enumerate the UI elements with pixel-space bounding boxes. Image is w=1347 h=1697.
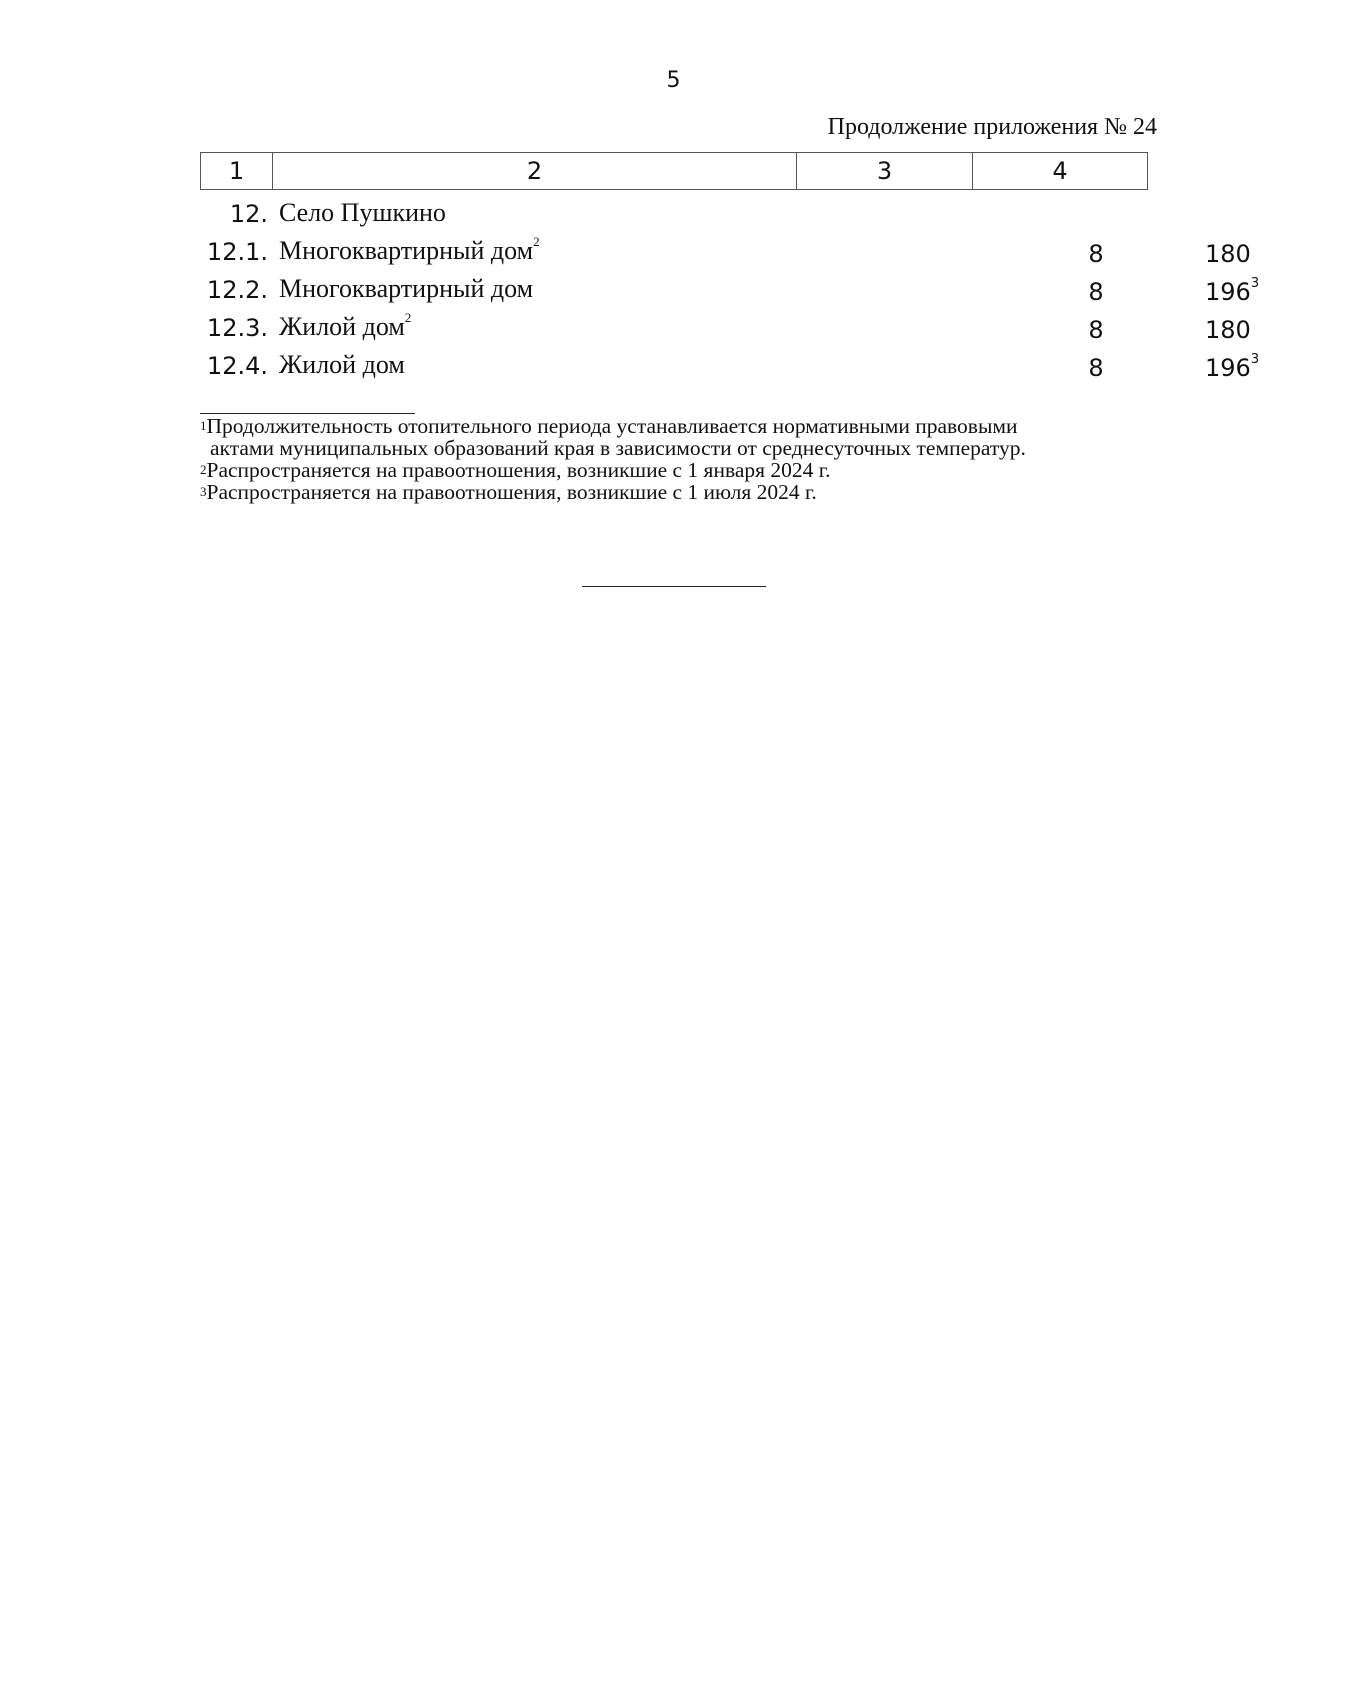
row-col3: 8 bbox=[1088, 240, 1104, 268]
row-col4: 180 bbox=[1205, 240, 1251, 268]
footnote-mark: 2 bbox=[533, 234, 540, 249]
table-row bbox=[200, 196, 1147, 234]
row-number: 12.2. bbox=[206, 276, 268, 304]
row-number: 12.1. bbox=[206, 238, 268, 266]
footnote-2: $^2$Распространяется на правоотношения, возникшие с 1 января 2024 г. bbox=[200, 458, 831, 482]
page-number: 5 bbox=[666, 68, 681, 93]
row-col3: 8 bbox=[1088, 278, 1104, 306]
table-row bbox=[200, 272, 1260, 310]
header-row bbox=[201, 153, 1148, 190]
row-name: Жилой дом$^2$ bbox=[279, 310, 412, 341]
footnote-3: $^3$Распространяется на правоотношения, возникшие с 1 июля 2024 г. bbox=[200, 480, 817, 504]
row-name: Многоквартирный дом bbox=[279, 274, 534, 303]
appendix-continuation-label: Продолжение приложения № 24 bbox=[827, 114, 1157, 140]
table-row bbox=[200, 348, 1260, 386]
footnote-mark: 2 bbox=[404, 310, 412, 325]
header-cell-4: 4 bbox=[973, 153, 1148, 190]
end-of-document-rule bbox=[582, 586, 766, 587]
row-number: 12.4. bbox=[206, 352, 268, 380]
footnote-mark: 3 bbox=[1250, 276, 1260, 291]
header-cell-3: 3 bbox=[797, 153, 973, 190]
table-row bbox=[200, 310, 1251, 348]
header-cell-2: 2 bbox=[273, 153, 797, 190]
row-col4: 180 bbox=[1205, 316, 1251, 344]
row-col3: 8 bbox=[1088, 354, 1104, 382]
footnote-1: $^1$Продолжительность отопительного периода устанавливается нормативными правовыми bbox=[200, 414, 1018, 438]
row-number: 12. bbox=[229, 200, 268, 228]
table-row bbox=[200, 234, 1251, 272]
row-number: 12.3. bbox=[206, 314, 268, 342]
row-name: Жилой дом bbox=[279, 350, 405, 379]
row-name: Село Пушкино bbox=[279, 198, 446, 227]
header-cell-1: 1 bbox=[201, 153, 273, 190]
column-number-header bbox=[200, 152, 1148, 190]
row-col3: 8 bbox=[1088, 316, 1104, 344]
footnote-1-continuation: актами муниципальных образований края в зависимости от среднесуточных температур. bbox=[210, 436, 1026, 460]
footnote-mark: 3 bbox=[1250, 352, 1260, 367]
row-name: Многоквартирный дом$^2$ bbox=[279, 234, 540, 265]
row-col4: $196^3$ bbox=[1205, 352, 1260, 382]
footnotes bbox=[200, 415, 1147, 503]
row-col4: $196^3$ bbox=[1205, 276, 1260, 306]
